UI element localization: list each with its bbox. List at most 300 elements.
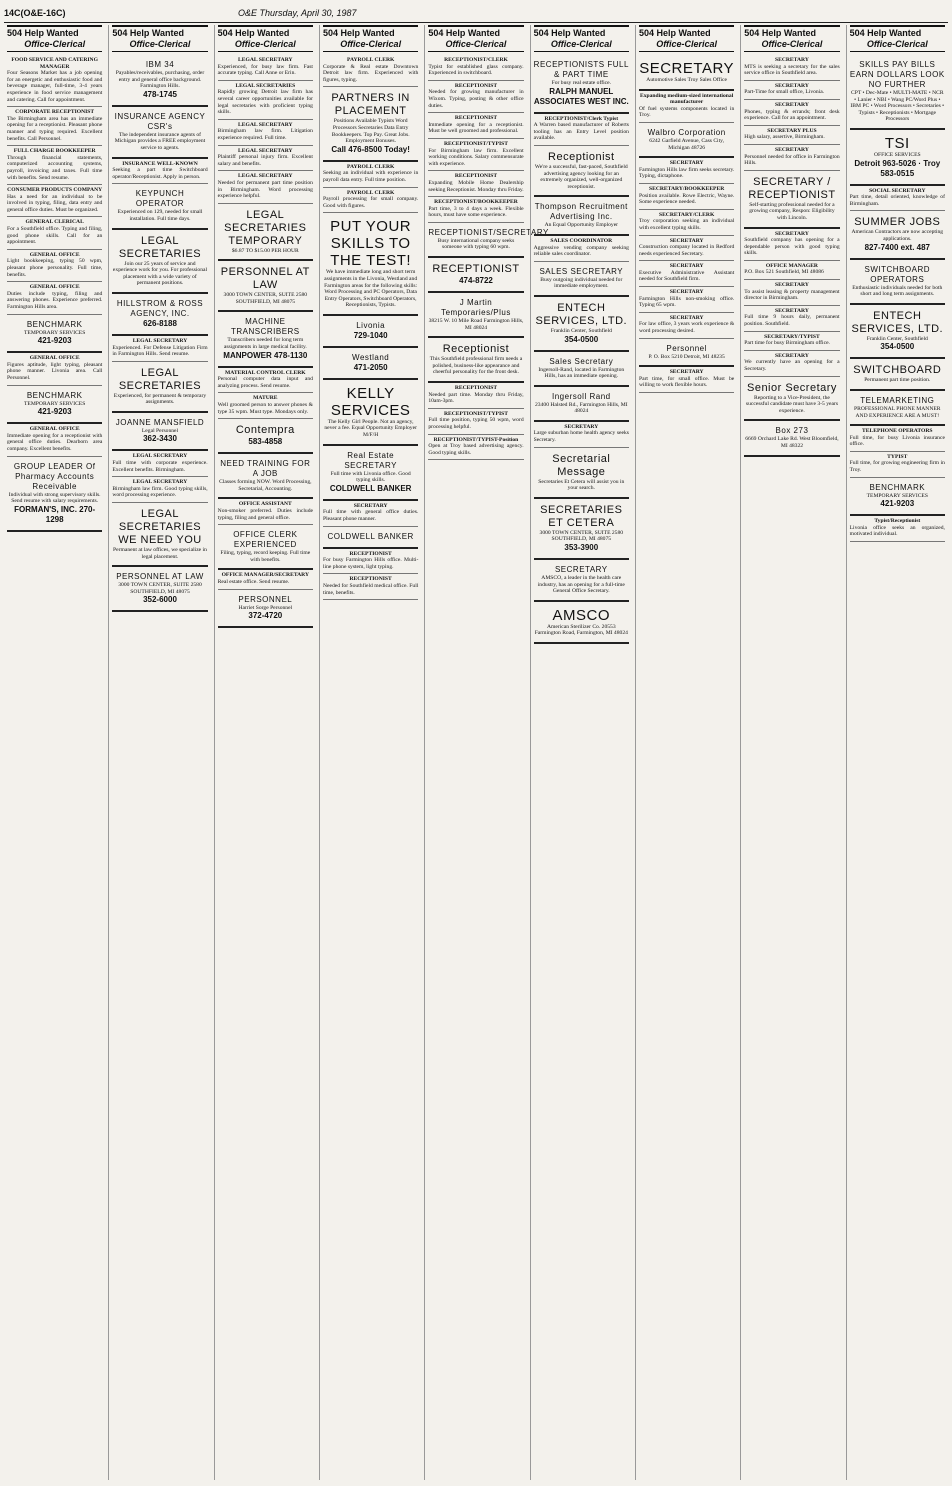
ad-title: RECEPTIONIST/SECRETARY — [428, 227, 549, 237]
ad-body: PROFESSIONAL PHONE MANNER AND EXPERIENCE ARE A MUST! — [854, 405, 941, 419]
ad-body: This Southfield professional firm needs a polished, business-like appearance and cheerful personality for the front desk. — [429, 356, 523, 376]
classified-ad — [744, 280, 839, 306]
column-heading — [323, 25, 418, 52]
ad-title: RECEPTIONIST — [454, 82, 498, 89]
ad-title: GROUP LEADER Of Pharmacy Accounts Receivable — [13, 461, 96, 491]
ad-title: PERSONNEL — [238, 594, 293, 604]
ad-title: Senior Secretary — [746, 381, 837, 394]
ad-title: LEGAL SECRETARIES WE NEED YOU — [118, 508, 202, 547]
classified-ad — [639, 339, 734, 368]
classified-ad — [112, 55, 207, 107]
heading-category: Office-Clerical — [761, 39, 823, 49]
masthead-rule — [4, 22, 948, 23]
ad-body: $6.87 TO $15.00 PER HOUR — [231, 247, 299, 254]
ad-title: Thompson Recruitment Advertising Inc. — [534, 202, 628, 222]
ad-body: Part-Time for small office, Livonia. — [744, 89, 825, 96]
ad-title: INSURANCE WELL-KNOWN — [122, 160, 198, 167]
ad-title: Personnel — [666, 343, 707, 353]
classified-ad — [428, 197, 523, 223]
classified-ad — [323, 501, 418, 527]
classified-ad — [7, 250, 102, 282]
heading-category: Office-Clerical — [550, 39, 612, 49]
ad-title: Receptionist — [548, 150, 615, 163]
ad-title: Typist/Receptionist — [874, 518, 921, 525]
ad-title: IBM 34 — [145, 60, 175, 69]
classified-ad — [218, 81, 313, 120]
classified-ad — [639, 55, 734, 91]
ad-title: RECEPTIONIST — [454, 115, 498, 122]
ad-phone: 421-9203 — [37, 336, 72, 346]
ad-body: For Birmingham law firm. Excellent working conditions. Salary commensurate with experience. — [428, 147, 524, 167]
ad-title: RECEPTIONIST/BOOKKEEPER — [434, 199, 518, 206]
heading-number: 504 Help Wanted — [744, 28, 816, 38]
ad-phone: COLDWELL BANKER — [329, 483, 412, 493]
classified-ad — [744, 100, 839, 126]
ad-title: LEGAL SECRETARY — [238, 121, 293, 128]
ad-title: SECRETARY — [669, 160, 704, 167]
heading-category: Office-Clerical — [340, 39, 402, 49]
classified-ad — [639, 91, 734, 123]
ad-body: For a Southfield office. Typing and filing, good phone skills. Call for an appointment. — [7, 226, 103, 246]
heading-number: 504 Help Wanted — [7, 28, 79, 38]
ad-body: Immediate opening for a receptionist. Must be well groomed and professional. — [428, 121, 524, 135]
ad-body: CPT • Dec-Mate • MULTI-MATE • NCR • Lanier • NBI • Wang PC/Word Plus • IBM PC • Word Processors • Secretaries • Typists • Receptionists • Mortgage Processors — [850, 90, 945, 123]
ad-title: SECRETARY/TYPIST — [764, 333, 820, 340]
classified-ad — [428, 55, 523, 81]
classified-ad — [7, 457, 102, 532]
heading-category: Office-Clerical — [129, 39, 191, 49]
ad-body: OFFICE SERVICES — [873, 151, 921, 158]
ad-phone: 626-8188 — [143, 318, 177, 328]
ad-body: Of fuel systems components located in Troy. — [638, 105, 735, 119]
ad-phone: 421-9203 — [880, 499, 915, 509]
ad-body: Reporting to a Vice-President, the successful candidate must have 3-5 years experience. — [745, 394, 839, 414]
ad-title: SECRETARY — [775, 230, 809, 237]
classified-ad — [744, 306, 839, 332]
heading-number: 504 Help Wanted — [322, 28, 395, 38]
ad-phone: 353-3900 — [564, 543, 599, 553]
classified-ad — [744, 81, 839, 100]
ad-body: Payables/receivables, purchasing, order entry and general office background. Farmington Hills. — [115, 70, 205, 90]
ad-title: Walbro Corporation — [647, 127, 726, 137]
ad-body: Automotive Sales Troy Sales Office — [646, 77, 727, 83]
classified-ad — [744, 55, 839, 81]
ad-title: SECRETARY/CLERK — [658, 211, 715, 218]
ad-body: Duties include typing, filing and answering phones. Experience preferred. Farmington Hills area. — [7, 290, 103, 310]
ad-body: AMSCO, a leader in the health care industry, has an opening for a full-time General Office Secretary. — [537, 575, 625, 595]
ad-body: Phones, typing & errands; front desk experience. Call for an appointment. — [744, 108, 840, 122]
classified-ad — [639, 236, 734, 262]
ad-body: Full time, for busy Livonia insurance office. — [849, 434, 945, 448]
heading-number: 504 Help Wanted — [849, 28, 922, 38]
ad-body: Full time with corporate experience. Excellent benefits. Birmingham. — [112, 460, 208, 473]
ad-title: TELEPHONE OPERATORS — [862, 428, 933, 435]
ad-body: Typist for established glass company. Experienced in switchboard. — [428, 63, 524, 77]
classified-ad — [112, 451, 207, 477]
ad-title: CONSUMER PRODUCTS COMPANY — [7, 187, 103, 194]
ad-title: PAYROLL CLERK — [346, 57, 395, 63]
classified-ad — [323, 446, 418, 501]
classified-ad — [850, 516, 945, 542]
ad-title: SECRETARY PLUS — [767, 127, 817, 134]
classified-ad — [323, 348, 418, 380]
classified-ad — [428, 113, 523, 139]
ad-body: Part time, detail oriented, knowledge of Birmingham. — [849, 194, 945, 207]
ad-body: Construction company located in Redford needs experienced Secretary. — [638, 244, 735, 257]
masthead — [4, 6, 948, 20]
ad-body: Personnel needed for office in Farmington Hills. — [744, 153, 840, 167]
ad-title: Real Estate SECRETARY — [344, 450, 397, 470]
ad-title: TELEMARKETING — [860, 395, 935, 405]
ad-title: FOOD SERVICE AND CATERING MANAGER — [11, 57, 98, 70]
ad-phone: RALPH MANUEL ASSOCIATES WEST INC. — [533, 86, 629, 106]
ad-title: JOANNE MANSFIELD — [115, 417, 205, 427]
heading-category: Office-Clerical — [234, 39, 296, 49]
classified-ad — [850, 426, 945, 452]
classified-ad — [850, 55, 945, 130]
ad-body: Filing, typing, record keeping. Full time with benefits. — [220, 550, 311, 563]
ad-body: Experienced, for permanent & temporary assignments. — [113, 392, 207, 406]
ad-body: Experienced, for busy law firm. Fast accurate typing. Call Anne or Erin. — [217, 63, 313, 77]
classified-ad — [218, 120, 313, 146]
ad-title: RECEPTIONIST/TYPIST — [443, 410, 508, 417]
ad-title: KEYPUNCH OPERATOR — [135, 189, 185, 209]
ad-body: 38215 W. 10 Mile Road Farmington Hills, MI 48024 — [428, 318, 524, 331]
ad-body: Has a need for an individual to be involved in typing, filing, data entry and general office duties. Must be organized. — [7, 193, 103, 213]
classified-ad — [744, 229, 839, 261]
classified-ad — [323, 213, 418, 316]
ad-body: 23400 Halsted Rd., Farmington Hills, MI 48024 — [535, 401, 628, 415]
classified-ad — [218, 525, 313, 570]
ad-title: J Martin Temporaries/Plus — [441, 298, 511, 318]
classified-column — [635, 25, 737, 1480]
ad-body: Large suburban home health agency seeks Secretary. — [533, 430, 629, 444]
ad-body: Part time for busy Birmingham office. — [744, 340, 830, 347]
ad-title: MACHINE TRANSCRIBERS — [230, 317, 300, 337]
ad-body: Non-smoker preferred. Duties include typing, filing and general office. — [217, 508, 313, 521]
ad-title: OFFICE CLERK EXPERIENCED — [233, 530, 298, 550]
classified-ad — [744, 332, 839, 351]
ad-body: Busy outgoing individual needed for immediate employment. — [540, 276, 623, 290]
ad-body: Needed for permanent part time position in Birmingham. Word processing experience helpful. — [217, 179, 313, 200]
classified-ad — [744, 145, 839, 171]
classified-ad — [534, 352, 629, 387]
ad-body: Full time with Livonia office. Good typing skills. — [330, 470, 411, 484]
classified-column — [108, 25, 210, 1480]
classified-column — [424, 25, 549, 1480]
classified-ad — [534, 448, 629, 499]
ad-title: RECEPTIONIST/TYPIST-Position — [433, 436, 519, 443]
classified-ad — [323, 188, 418, 214]
classified-ad — [534, 387, 629, 422]
ad-title: Ingersoll Rand — [552, 391, 611, 401]
ad-body: Full time position, typing 50 wpm, word processing helpful. — [428, 417, 524, 430]
ad-body: Needed for Southfield medical office. Full time, benefits. — [322, 583, 419, 596]
ad-title: SECRETARY — [669, 369, 704, 376]
dateline: O&E Thursday, April 30, 1987 — [238, 8, 357, 18]
ad-body: Farmington Hills non-smoking office. Typing 65 wpm. — [638, 295, 735, 309]
ad-title: SECRETARY — [775, 146, 809, 153]
classified-ad — [850, 359, 945, 391]
column-heading — [428, 25, 523, 52]
ad-title: LEGAL SECRETARIES — [118, 366, 202, 392]
classified-ad — [7, 107, 102, 146]
classified-ad — [7, 386, 102, 425]
ad-body: Payroll processing for small company. Good with figures. — [322, 196, 419, 209]
heading-category: Office-Clerical — [656, 39, 718, 49]
ad-title: RECEPTIONIST — [454, 385, 498, 392]
ad-title: PARTNERS IN PLACEMENT — [331, 92, 410, 118]
ad-phone: 474-8722 — [459, 276, 493, 286]
ad-body: Full time 9 hours daily, permanent position. Southfield. — [744, 314, 840, 328]
classified-ad — [850, 452, 945, 478]
heading-number: 504 Help Wanted — [638, 28, 711, 38]
ad-body: MTS is seeking a secretary for the sales service office in Southfield area. — [744, 63, 840, 77]
classified-ad — [112, 184, 207, 229]
classified-column — [319, 25, 421, 1480]
ad-title: CORPORATE RECEPTIONIST — [15, 109, 95, 116]
classified-ad — [639, 123, 734, 158]
ad-body: We currently have an opening for a Secretary. — [744, 359, 840, 372]
ad-title: COLDWELL BANKER — [327, 531, 414, 541]
ad-phone: 372-4720 — [248, 611, 283, 621]
ad-title: LEGAL SECRETARY — [238, 173, 293, 180]
ad-body: American Contractors are now accepting applications. — [851, 229, 944, 242]
ad-title: PAYROLL CLERK — [346, 163, 395, 170]
ad-title: OFFICE MANAGER/SECRETARY — [221, 572, 310, 579]
classified-column — [530, 25, 632, 1480]
column-heading — [744, 25, 839, 52]
ad-title: GENERAL OFFICE — [29, 355, 80, 362]
ad-title: KELLY SERVICES — [330, 384, 411, 419]
classified-ad — [534, 297, 629, 352]
classified-ad — [534, 197, 629, 236]
ad-title: AMSCO — [552, 606, 611, 624]
ad-body: Immediate opening for a receptionist with general office duties. Dearborn area company. Excellent benefits. — [7, 432, 103, 452]
ad-body: Birmingham law firm. Litigation experience required. Full time. — [217, 128, 313, 141]
classified-ad — [7, 353, 102, 385]
ad-body: Well groomed person to answer phones & type 35 wpm. Must type. Mondays only. — [217, 402, 313, 415]
classified-ad — [112, 503, 207, 567]
ad-title: RECEPTIONIST — [454, 173, 498, 180]
classified-ad — [534, 55, 629, 114]
classified-ad — [534, 114, 629, 146]
ad-phone: MANPOWER 478-1130 — [223, 350, 308, 360]
classified-ad — [534, 499, 629, 560]
ad-phone: 421-9203 — [37, 407, 72, 417]
ad-body: Full time, for growing engineering firm in Troy. — [849, 460, 945, 474]
ad-title: RECEPTIONIST — [432, 263, 520, 276]
heading-number: 504 Help Wanted — [112, 28, 185, 38]
ad-phone: 471-2050 — [353, 362, 388, 372]
classified-ad — [639, 210, 734, 236]
classified-ad — [534, 146, 629, 197]
classified-ad — [428, 171, 523, 197]
classified-ad — [744, 261, 839, 280]
ad-title: SWITCHBOARD — [853, 364, 942, 377]
ad-title: BENCHMARK — [26, 319, 83, 329]
ad-body: Franklin Center, Southfield — [866, 335, 928, 342]
ad-title: GENERAL OFFICE — [29, 284, 80, 291]
classified-ad — [7, 424, 102, 456]
classified-ad — [744, 421, 839, 456]
ad-body: Position available. Rowe Electric, Wayne. Some experience needed. — [638, 192, 735, 206]
ad-title: LEGAL SECRETARIES — [235, 82, 296, 89]
ad-phone: 583-4858 — [248, 437, 283, 447]
classified-ad — [7, 282, 102, 314]
classified-ad — [744, 171, 839, 229]
ad-title: INSURANCE AGENCY CSR's — [114, 111, 206, 131]
ad-title: SECRETARY — [669, 314, 704, 321]
ad-title: MATURE — [253, 395, 278, 402]
ad-body: The Birmingham area has an immediate opening for a receptionist. Pleasant phone manner and typing required. Excellent benefits. Call Personnel. — [7, 115, 103, 142]
classified-ad — [218, 55, 313, 81]
ad-title: LEGAL SECRETARY — [238, 57, 293, 63]
classified-ad — [112, 230, 207, 294]
classified-ad — [323, 574, 418, 600]
ad-body: Troy corporation seeking an individual with excellent typing skills. — [638, 218, 735, 231]
ad-title: TYPIST — [887, 453, 908, 460]
ad-body: Transcribers needed for long term assignments in large medical facility. — [223, 337, 307, 351]
ad-body: 3000 TOWN CENTER, SUITE 2580 SOUTHFIELD, MI 48075 — [118, 582, 202, 595]
classified-ad — [112, 567, 207, 612]
ad-title: ENTECH SERVICES, LTD. — [535, 301, 628, 327]
ad-title: SUMMER JOBS — [854, 216, 941, 229]
classified-column — [846, 25, 948, 1480]
ad-title: Receptionist — [442, 343, 510, 356]
ad-body: Permanent part time position. — [864, 377, 931, 384]
ad-body: The independent insurance agents of Michigan provides a FREE employment service to agents. — [114, 131, 206, 151]
ad-title: BENCHMARK — [869, 482, 926, 492]
column-heading — [850, 25, 945, 52]
classified-ad — [218, 312, 313, 367]
ad-title: LEGAL SECRETARY — [238, 147, 293, 154]
ad-title: SECRETARY / RECEPTIONIST — [748, 175, 836, 201]
ad-body: Experienced on 129, needed for small installation. Full time days. — [117, 209, 203, 222]
ad-body: A Warren based manufacturer of Roberts tooling has an Entry Level position available. — [533, 122, 629, 142]
ad-title: Westland — [352, 352, 390, 362]
classified-ad — [428, 338, 523, 383]
ad-title: RECEPTIONIST — [349, 576, 392, 583]
ad-title: PERSONNEL AT LAW — [220, 266, 310, 292]
ad-phone: Call 476-8500 Today! — [331, 144, 410, 154]
classified-column — [4, 25, 105, 1480]
ad-title: SECRETARY — [639, 60, 735, 77]
classified-ad — [639, 313, 734, 339]
ad-body: Light bookkeeping, typing 50 wpm, pleasant phone personality. Full time, benefits. — [7, 258, 103, 278]
ad-body: To assist leasing & property management director in Birmingham. — [744, 288, 840, 302]
ad-title: Livonia — [356, 320, 386, 330]
ad-body: Join our 25 years of service and experience work for you. For professional placement with a wide variety of permanent positions. — [112, 260, 208, 287]
ad-title: OFFICE ASSISTANT — [238, 501, 292, 508]
column-heading — [7, 25, 102, 52]
classified-ad — [112, 294, 207, 336]
classified-ad — [850, 186, 945, 212]
classified-ad — [218, 261, 313, 312]
ad-body: Birmingham law firm. Good typing skills, word processing experience. — [112, 485, 208, 499]
ad-body: Livonia office seeks an organized, motivated individual. — [849, 524, 945, 538]
ad-body: We're a successful, fast-paced, Southfield advertising agency looking for an extremely organized, well-organized receptionist. — [534, 163, 628, 190]
ad-body: 6242 Garfield Avenue, Cass City, Michigan 48726 — [649, 137, 724, 151]
classified-ad — [639, 367, 734, 393]
ad-body: Open at Troy based advertising agency. Good typing skills. — [428, 443, 524, 456]
page-number: 14C(O&E-16C) — [4, 8, 66, 18]
ad-body: Legal Personnel — [141, 427, 179, 434]
ad-title: RECEPTIONIST — [349, 550, 392, 557]
classified-ad — [323, 527, 418, 549]
classified-ad — [323, 55, 418, 87]
ad-body: Part time, for small office. Must be willing to work flexible hours. — [638, 375, 735, 389]
ad-body: Full time with general office duties. Pleasant phone manner. — [322, 509, 419, 523]
ad-body: Rapidly growing Detroit law firm has several career opportunities available for legal secretaries with proficient typing skills. — [217, 89, 313, 116]
classified-ad — [850, 211, 945, 259]
ad-body: An Equal Opportunity Employer — [544, 222, 619, 229]
ad-title: SECRETARY — [669, 263, 704, 270]
ad-title: RECEPTIONIST/TYPIST — [443, 140, 508, 147]
heading-category: Office-Clerical — [866, 39, 928, 49]
ad-body: The Kelly Girl People. Not an agency, never a fee. Equal Opportunity Employer M/F/H — [324, 418, 417, 439]
ad-phone: 827-7400 ext. 487 — [864, 242, 930, 252]
ad-body: Seeking a part time Switchboard operator/Receptionist. Apply in person. — [112, 167, 208, 180]
ad-body: Part time, 3 to 4 days a week. Flexible hours, must have some experience. — [428, 205, 524, 219]
ad-title: SECRETARY — [775, 101, 809, 108]
column-heading — [218, 25, 313, 52]
ad-title: PERSONNEL AT LAW — [116, 572, 204, 582]
ad-body: 3000 TOWN CENTER, SUITE 2580 SOUTHFIELD, MI 48075 — [539, 529, 624, 543]
column-heading — [534, 25, 629, 52]
ad-title: SOCIAL SECRETARY — [869, 187, 926, 194]
ad-body: Experienced. For Defense Litigation Firm in Farmington Hills. Send resume. — [112, 344, 208, 358]
ad-title: GENERAL OFFICE — [29, 251, 80, 258]
classified-ad — [7, 185, 102, 217]
classified-ad — [534, 262, 629, 297]
ad-body: Aggressive vending company seeking reliable sales coordinator. — [533, 244, 629, 258]
classified-ad — [744, 351, 839, 377]
heading-number: 504 Help Wanted — [217, 28, 290, 38]
classified-ad — [850, 260, 945, 305]
ad-body: 6669 Orchard Lake Rd. West Bloomfield, MI 48322 — [745, 436, 839, 449]
ad-title: GENERAL OFFICE — [29, 426, 80, 433]
ad-title: Sales Secretary — [549, 356, 614, 366]
ad-body: Farmington Hills law firm seeks secretary. Typing, dictaphone. — [638, 166, 735, 180]
classified-ad — [534, 422, 629, 448]
ad-title: Box 273 — [775, 426, 809, 436]
classified-ad — [218, 171, 313, 203]
classified-ad — [112, 336, 207, 362]
ad-title: SECRETARY — [669, 289, 704, 296]
classified-ad — [428, 293, 523, 338]
ad-title: ENTECH SERVICES, LTD. — [851, 309, 944, 335]
classified-ad — [428, 81, 523, 113]
ad-body: Positions Available Typists Word Processors Secretaries Data Entry Bookkeepers. Top Pay. Great Jobs. Employment Bonuses. — [331, 118, 410, 145]
classified-ad — [7, 55, 102, 107]
ad-title: FULL CHARGE BOOKKEEPER — [13, 148, 96, 155]
classified-ad — [850, 305, 945, 360]
ad-phone: 362-3430 — [143, 434, 177, 444]
classified-ad — [850, 391, 945, 426]
ad-title: SALES COORDINATOR — [550, 237, 613, 244]
classified-ad — [534, 602, 629, 644]
column-heading — [112, 25, 207, 52]
ad-body: We have immediate long and short term assignments in the Livonia, Westland and Farmington areas for the following skills: Word Processing and PC Operators, Data Entry Operators, Switchboard Operators, Receptionists, Typists. — [324, 269, 418, 309]
classified-ad — [639, 287, 734, 313]
ad-title: SECRETARY — [775, 82, 809, 89]
ad-title: LEGAL SECRETARIES TEMPORARY — [224, 208, 307, 247]
ad-title: GENERAL CLERICAL — [25, 219, 84, 226]
classified-ad — [218, 419, 313, 454]
ad-title: SECRETARY — [775, 57, 809, 63]
classified-ad — [218, 454, 313, 499]
